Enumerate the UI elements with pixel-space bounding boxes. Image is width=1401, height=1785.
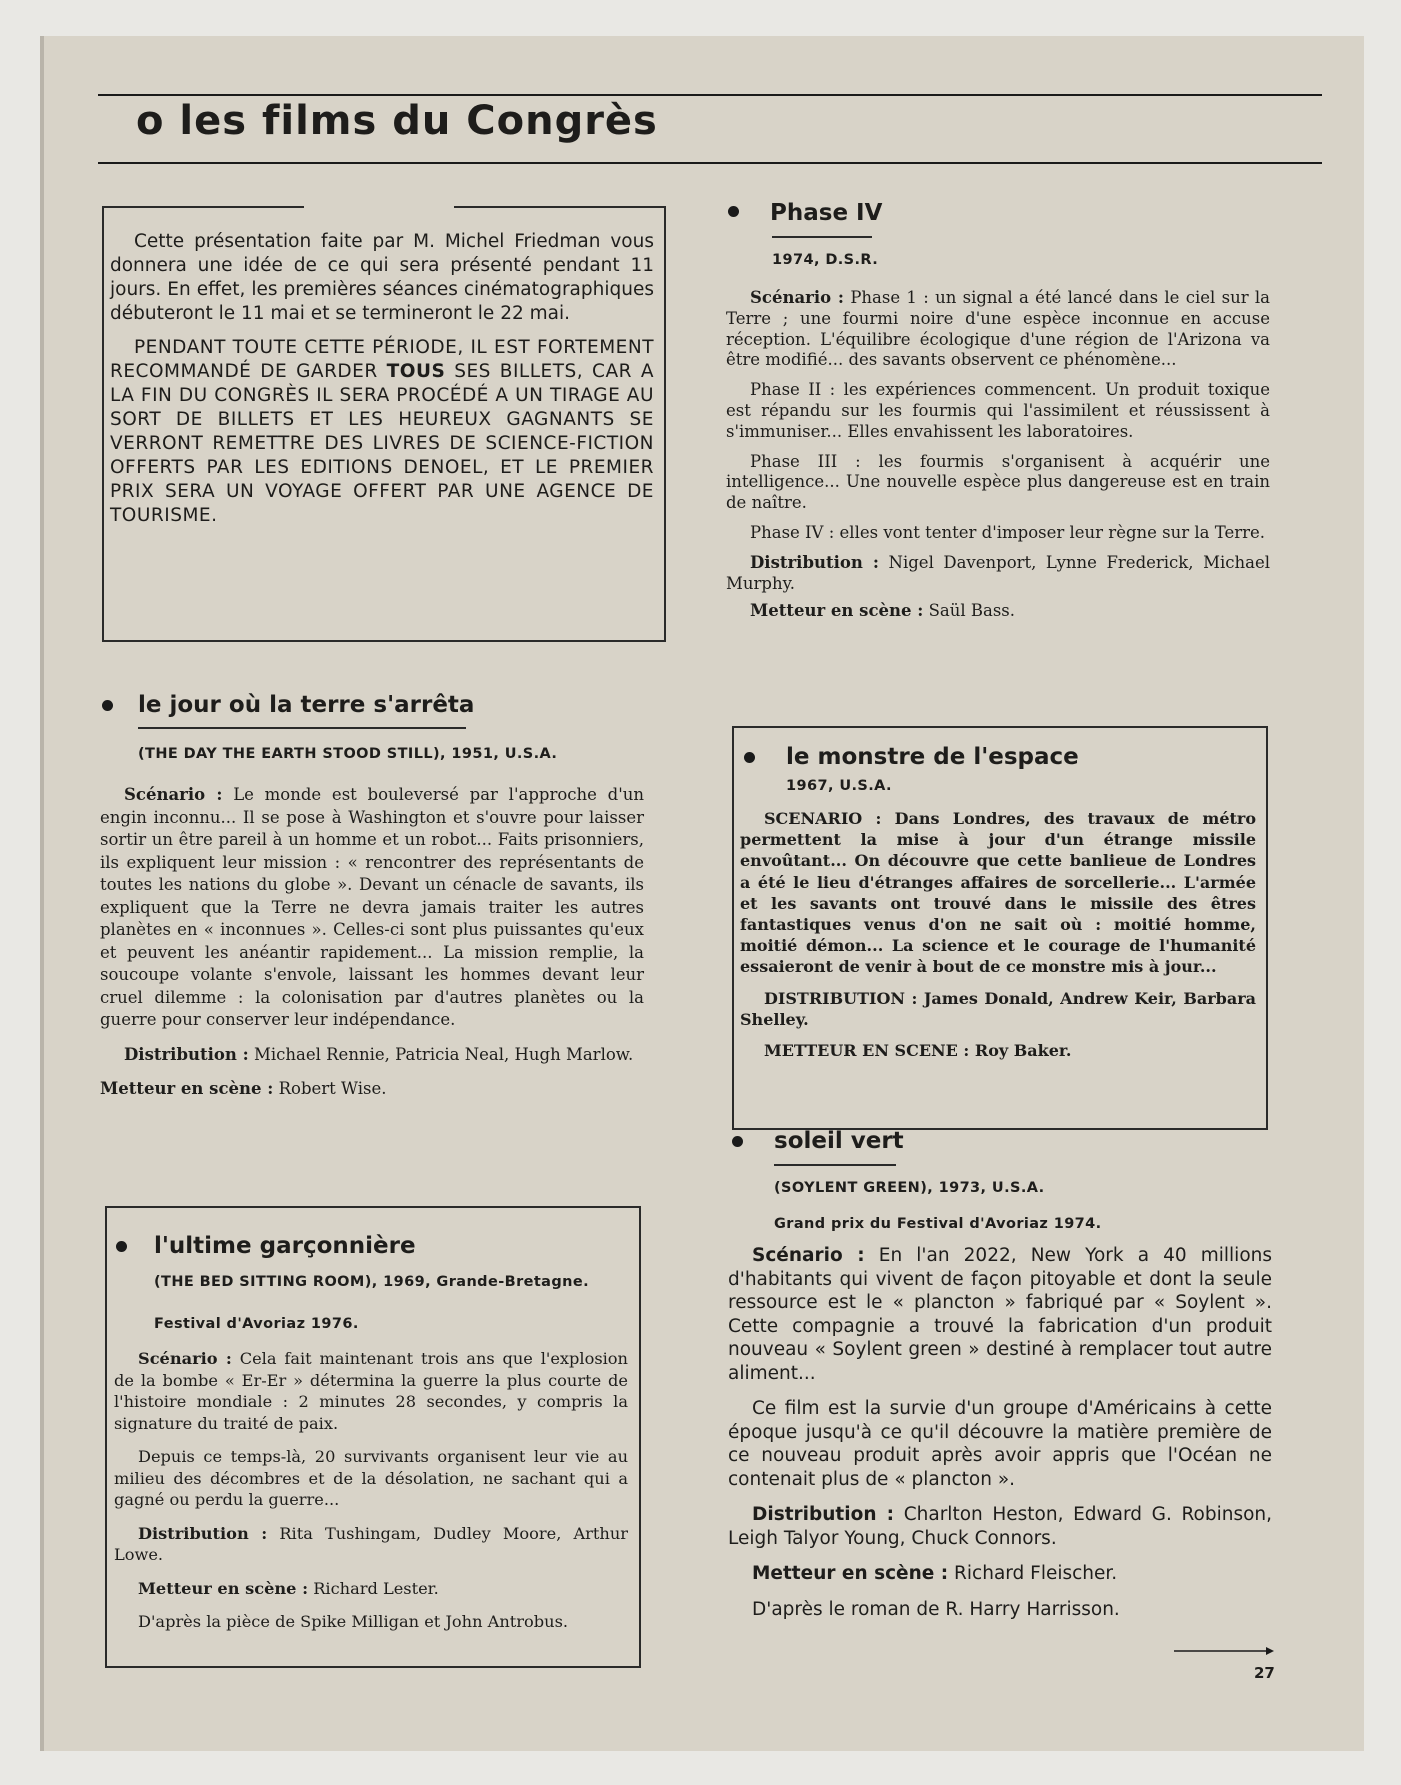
- scenario-text: Dans Londres, des travaux de métro permettent la mise à jour d'un étrange missile envoûtant... On découvre que cette banlieue de Londres a été le lieu d'étranges affaires de sorcellerie... L'armée et les savants ont trouvé dans le missile des êtres fantastiques venus d'on ne sait où : moitié homme, moitié démon... La science et le courage de l'humanité essaieront de venir à bout de ce monstre mis à jour...: [740, 809, 1256, 977]
- distribution-ultime: [114, 1523, 628, 1566]
- paragraph-ultime: Depuis ce temps-là, 20 survivants organisent leur vie au milieu des décombres et de la désolation, ne sachant qui a gagné ou perdu la guerre...: [114, 1447, 628, 1509]
- page-number: 27: [1254, 1664, 1275, 1682]
- intro-notice-text: PENDANT TOUTE CETTE PÉRIODE, IL EST FORTEMENT RECOMMANDÉ DE GARDER: [110, 337, 654, 382]
- film-festival-ultime: Festival d'Avoriaz 1976.: [154, 1316, 359, 1332]
- film-meta-ultime: (THE BED SITTING ROOM), 1969, Grande-Bretagne.: [154, 1274, 590, 1290]
- film-title-phase: Phase IV: [770, 200, 883, 226]
- metteur-text: Richard Lester.: [308, 1578, 439, 1598]
- metteur-text: Richard Fleischer.: [948, 1563, 1118, 1584]
- film-meta-monstre: 1967, U.S.A.: [786, 778, 892, 794]
- source-ultime: D'après la pièce de Spike Milligan et John Antrobus.: [138, 1612, 569, 1631]
- film-title-underline: [772, 236, 872, 238]
- scenario-ultime: [114, 1348, 628, 1434]
- intro-notice: [110, 336, 654, 528]
- distribution-text: Rita Tushingam, Dudley Moore, Arthur Lowe.: [114, 1523, 628, 1564]
- metteur-label: Metteur en scène :: [752, 1563, 949, 1584]
- film-title-soleil: soleil vert: [774, 1128, 904, 1154]
- bullet-icon: [102, 700, 113, 711]
- intro-text: [110, 230, 654, 538]
- distribution-phase: [726, 553, 1270, 595]
- scenario-text: Cela fait maintenant trois ans que l'explosion de la bombe « Er-Er » détermina la guerre la plus courte de l'histoire mondiale : 2 minutes 28 secondes, y compris la signature du traité de paix.: [114, 1349, 628, 1433]
- distribution-label: DISTRIBUTION :: [764, 988, 918, 1008]
- film-meta-phase: 1974, D.S.R.: [772, 252, 879, 268]
- phase-three: Phase III : les fourmis s'organisent à acquérir une intelligence... Une nouvelle espèce plus dangereuse est en train de naître.: [726, 451, 1270, 513]
- header-top-rule: [98, 94, 1322, 96]
- film-body-ultime: [114, 1348, 628, 1645]
- film-body-phase: [726, 288, 1270, 634]
- film-meta-jour: (THE DAY THE EARTH STOOD STILL), 1951, U.S.A.: [138, 746, 558, 762]
- scenario-text: En l'an 2022, New York a 40 millions d'habitants qui vivent de façon pitoyable et dont la seule ressource est le « plancton » fabriqué par « Soylent ». Cette compagnie a trouvé la fabrication d'un produit nouveau « Soylent green » destiné à remplacer tout autre aliment...: [728, 1245, 1272, 1384]
- scenario-label: Scénario :: [752, 1245, 865, 1266]
- distribution-monstre: [740, 988, 1256, 1030]
- metteur-ultime: [114, 1578, 628, 1600]
- film-body-soleil: [728, 1244, 1272, 1633]
- scenario-phase: [726, 288, 1270, 371]
- distribution-label: Distribution :: [752, 1504, 895, 1525]
- film-meta-soleil: (SOYLENT GREEN), 1973, U.S.A.: [774, 1180, 1045, 1196]
- film-title-jour: le jour où la terre s'arrêta: [138, 692, 475, 718]
- distribution-text: Charlton Heston, Edward G. Robinson, Leigh Talyor Young, Chuck Connors.: [728, 1504, 1273, 1549]
- scenario-text: Phase 1 : un signal a été lancé dans le ciel sur la Terre ; une fourmi noire d'une espèce inconnue en accuse réception. L'équilibre écologique d'une région de l'Arizona va être modifié... des savants observent ce phénomène...: [726, 288, 1271, 370]
- intro-notice-emphasis: TOUS: [386, 361, 446, 382]
- metteur-text: Robert Wise.: [273, 1079, 387, 1098]
- distribution-text: Nigel Davenport, Lynne Frederick, Michael Murphy.: [726, 552, 1270, 593]
- scenario-monstre: [740, 808, 1256, 978]
- distribution-soleil: [728, 1503, 1272, 1550]
- intro-paragraph: Cette présentation faite par M. Michel Friedman vous donnera une idée de ce qui sera présenté pendant 11 jours. En effet, les premières séances cinématographiques débuteront le 11 mai et se termineront le 22 mai.: [110, 231, 654, 324]
- film-body-monstre: [740, 808, 1256, 1071]
- scenario-label: Scénario :: [124, 785, 223, 804]
- film-title-underline: [774, 1164, 896, 1166]
- distribution-label: Distribution :: [750, 552, 879, 572]
- bullet-icon: [732, 1136, 743, 1147]
- metteur-label: Metteur en scène :: [100, 1079, 274, 1098]
- paragraph-soleil: Ce film est la survie d'un groupe d'Américains à cette époque jusqu'à ce qu'il découvre la matière première de ce nouveau produit après avoir appris que l'Océan ne contenait plus de « plancton ».: [728, 1398, 1272, 1490]
- page-title: o les films du Congrès: [136, 98, 658, 144]
- metteur-monstre: [740, 1040, 1256, 1061]
- distribution-text: James Donald, Andrew Keir, Barbara Shelley.: [740, 988, 1256, 1029]
- bullet-icon: [116, 1241, 127, 1252]
- source-soleil: D'après le roman de R. Harry Harrisson.: [752, 1598, 1120, 1620]
- next-page-arrow-icon: [1174, 1642, 1274, 1654]
- metteur-label: Metteur en scène :: [138, 1578, 309, 1598]
- phase-four: Phase IV : elles vont tenter d'imposer leur règne sur la Terre.: [750, 522, 1266, 542]
- metteur-phase: [726, 601, 1270, 622]
- film-title-ultime: l'ultime garçonnière: [154, 1233, 416, 1259]
- metteur-text: Saül Bass.: [923, 601, 1016, 621]
- metteur-soleil: [728, 1562, 1272, 1586]
- metteur-label: METTEUR EN SCENE :: [764, 1041, 970, 1061]
- film-festival-soleil: Grand prix du Festival d'Avoriaz 1974.: [774, 1216, 1102, 1232]
- intro-box-gap: [304, 202, 454, 212]
- scenario-label: Scénario :: [750, 288, 845, 307]
- intro-notice-text-end: SES BILLETS, CAR A LA FIN DU CONGRÈS IL SERA PROCÉDÉ A UN TIRAGE AU SORT DE BILLETS ET LES HEUREUX GAGNANTS SE VERRONT REMETTRE DES LIVRES DE SCIENCE-FICTION OFFERTS PAR LES EDITIONS DENOEL, ET LE PREMIER PRIX SERA UN VOYAGE OFFERT PAR UNE AGENCE DE TOURISME.: [110, 361, 654, 526]
- header-bottom-rule: [98, 162, 1322, 164]
- metteur-jour: [100, 1078, 644, 1101]
- scenario-label: Scénario :: [138, 1349, 232, 1368]
- film-title-underline: [138, 727, 466, 729]
- scenario-jour: [100, 784, 644, 1032]
- metteur-label: Metteur en scène :: [750, 601, 924, 621]
- bullet-icon: [744, 752, 755, 763]
- distribution-label: Distribution :: [124, 1044, 249, 1064]
- bullet-icon: [728, 206, 739, 217]
- scenario-text: Le monde est bouleversé par l'approche d'un engin inconnu... Il se pose à Washington et s'ouvre pour laisser sortir un être pareil à un homme et un robot... Faits prisonniers, ils expliquent leur mission : « rencontrer des représentants de toutes les nations du globe ». Devant un cénacle de savants, ils expliquent que la Terre ne devra jamais traiter les autres planètes en « inconnues ». Celles-ci sont plus puissantes qu'eux et peuvent les anéantir rapidement... La mission remplie, la soucoupe volante s'envole, laissant les hommes devant leur cruel dilemme : la colonisation par d'autres planètes ou la guerre pour conserver leur indépendance.: [100, 785, 644, 1029]
- film-title-monstre: le monstre de l'espace: [786, 744, 1079, 770]
- film-body-jour: [100, 784, 644, 1113]
- scenario-soleil: [728, 1244, 1272, 1385]
- metteur-text: Roy Baker.: [969, 1041, 1072, 1061]
- distribution-jour: [100, 1044, 644, 1067]
- scenario-label: SCENARIO :: [764, 809, 882, 828]
- magazine-page: [40, 36, 1364, 1751]
- distribution-text: Michael Rennie, Patricia Neal, Hugh Marlow.: [248, 1044, 634, 1064]
- distribution-label: Distribution :: [138, 1523, 268, 1543]
- phase-two: Phase II : les expériences commencent. Un produit toxique est répandu sur les fourmis qui l'assimilent et réussissent à s'immuniser... Elles envahissent les laboratoires.: [726, 380, 1270, 441]
